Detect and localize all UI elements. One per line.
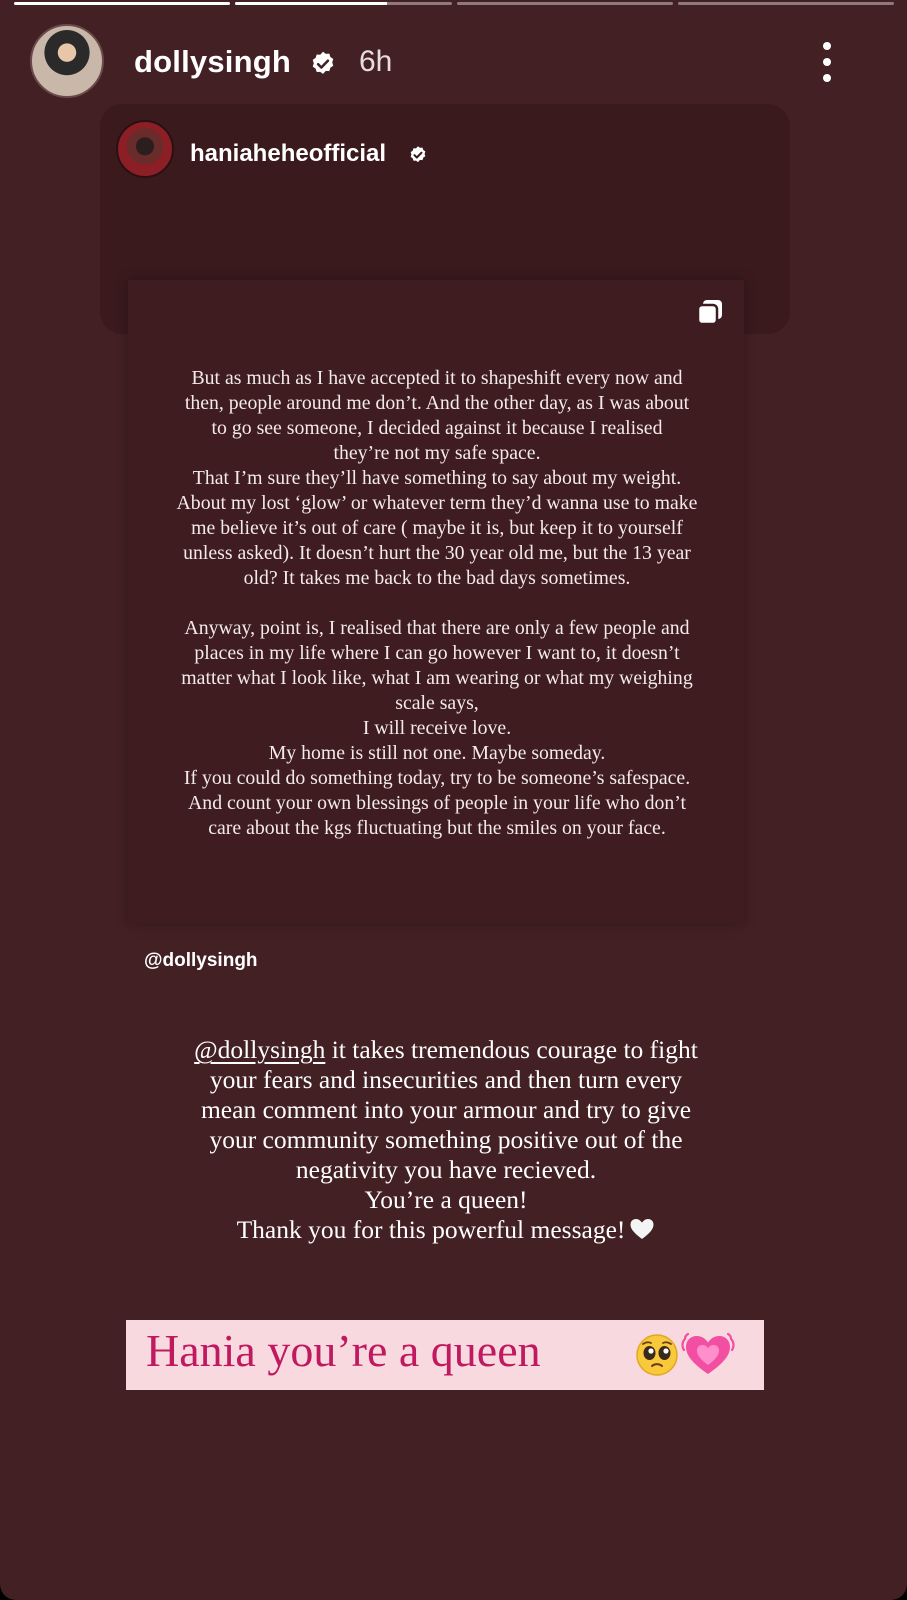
caption-text: it takes tremendous courage to fight bbox=[325, 1035, 698, 1064]
caption-line: negativity you have recieved. bbox=[295, 1155, 597, 1184]
caption-line: mean comment into your armour and try to give bbox=[200, 1095, 692, 1124]
post-line: unless asked). It doesn’t hurt the 30 year old me, but the 13 year bbox=[183, 542, 691, 564]
progress-fill bbox=[235, 2, 386, 5]
caption-line: your community something positive out of the bbox=[209, 1125, 683, 1154]
progress-fill bbox=[14, 2, 230, 5]
post-line: If you could do something today, try to be someone’s safespace. bbox=[183, 767, 691, 789]
story-header bbox=[30, 24, 890, 102]
caption-mention[interactable]: @dollysingh bbox=[194, 1035, 326, 1064]
text-sticker[interactable] bbox=[126, 1320, 764, 1390]
progress-segment bbox=[14, 2, 230, 5]
progress-segment bbox=[457, 2, 673, 5]
post-line: old? It takes me back to the bad days sometimes. bbox=[243, 567, 631, 589]
sticker-text: Hania you’re a queen bbox=[146, 1325, 541, 1376]
caption-line: You’re a queen! bbox=[364, 1185, 528, 1214]
white-heart-icon bbox=[629, 1217, 655, 1241]
post-line: I will receive love. bbox=[362, 717, 512, 739]
pleading-face-icon bbox=[635, 1333, 679, 1377]
post-line: And count your own blessings of people in your life who don’t bbox=[188, 792, 686, 814]
paragraph-gap bbox=[132, 591, 742, 616]
story-caption bbox=[110, 1035, 782, 1245]
post-line: care about the kgs fluctuating but the smiles on your face. bbox=[208, 817, 666, 839]
post-line: places in my life where I can go however I want to, it doesn’t bbox=[194, 642, 680, 664]
carousel-icon bbox=[696, 298, 724, 326]
post-line: to go see someone, I decided against it because I realised bbox=[211, 417, 663, 439]
post-line: About my lost ‘glow’ or whatever term they’d wanna use to make bbox=[176, 492, 698, 514]
post-line: then, people around me don’t. And the other day, as I was about bbox=[184, 392, 690, 414]
caption-line: your fears and insecurities and then turn every bbox=[209, 1065, 683, 1094]
post-line: Anyway, point is, I realised that there are only a few people and bbox=[184, 617, 690, 639]
story-timestamp: 6h bbox=[359, 45, 393, 78]
reshare-username[interactable]: haniaheheofficial bbox=[190, 140, 387, 167]
reshare-avatar[interactable] bbox=[116, 120, 174, 178]
story-username[interactable]: dollysingh bbox=[134, 44, 291, 79]
post-line: matter what I look like, what I am wearing or what my weighing bbox=[181, 667, 693, 689]
caption-text: Thank you for this powerful message! bbox=[236, 1215, 626, 1244]
post-line: they’re not my safe space. bbox=[333, 442, 541, 464]
post-line: me believe it’s out of care ( maybe it is, but keep it to yourself bbox=[191, 517, 683, 539]
verified-badge-icon bbox=[408, 145, 428, 165]
growing-heart-icon bbox=[680, 1328, 736, 1380]
post-line: scale says, bbox=[395, 692, 479, 714]
more-vertical-icon[interactable] bbox=[820, 42, 834, 82]
caption-line bbox=[110, 1035, 782, 1065]
post-text bbox=[132, 366, 742, 841]
post-line: But as much as I have accepted it to shapeshift every now and bbox=[191, 367, 683, 389]
story-progress-bar bbox=[14, 2, 894, 6]
progress-segment bbox=[678, 2, 894, 5]
mention-tag[interactable]: @dollysingh bbox=[144, 950, 258, 971]
progress-segment bbox=[235, 2, 451, 5]
post-line: My home is still not one. Maybe someday. bbox=[268, 742, 606, 764]
avatar[interactable] bbox=[30, 24, 104, 98]
post-line: That I’m sure they’ll have something to say about my weight. bbox=[192, 467, 682, 489]
caption-line bbox=[110, 1215, 782, 1245]
verified-badge-icon bbox=[309, 50, 337, 78]
